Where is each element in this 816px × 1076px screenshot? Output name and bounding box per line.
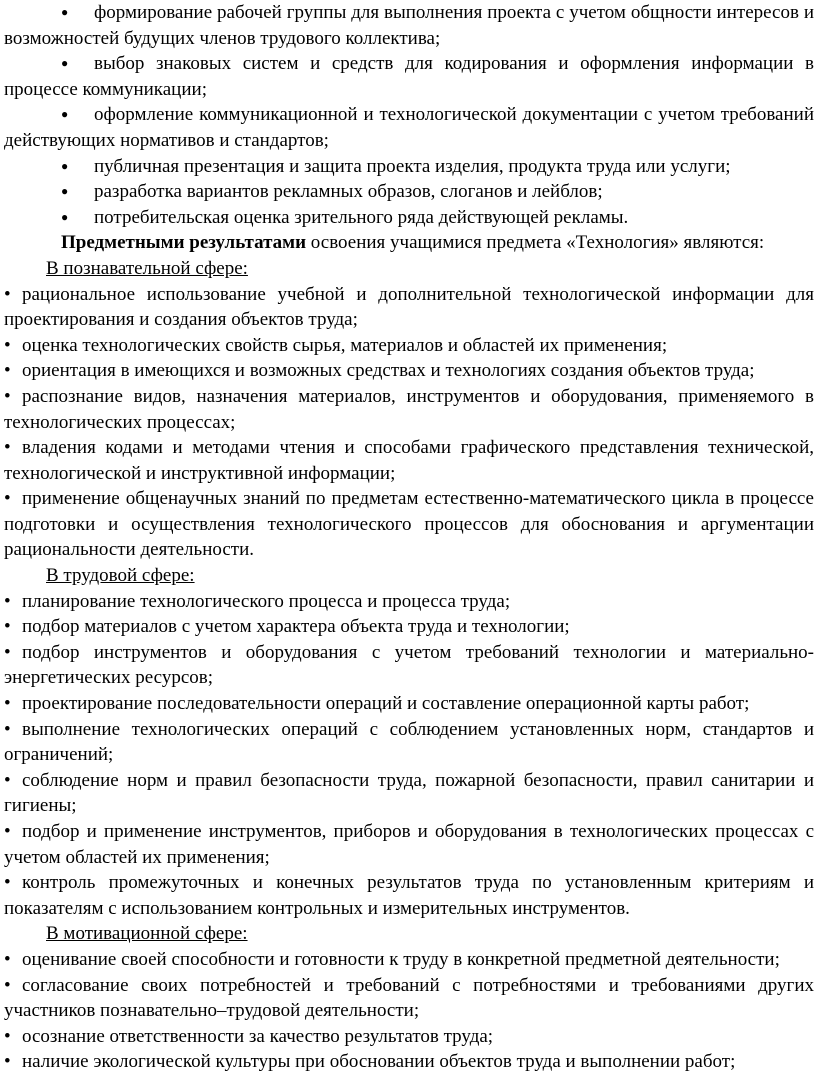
list-item: • подбор и применение инструментов, приборов и оборудования в технологических процессах с учетом областей их применения; xyxy=(4,821,814,868)
list-item: • применение общенаучных знаний по предметам естественно-математического цикла в процессе подготовки и осуществления технологического процессов для обоснования и аргументации рациональности деятельности. xyxy=(4,488,814,561)
section-title-motivation: В мотивационной сфере: xyxy=(46,923,248,945)
bullet-icon: • xyxy=(4,1025,11,1047)
list-item: ● потребительская оценка зрительного ряда действующей рекламы. xyxy=(4,205,814,231)
list-item: • выполнение технологических операций с соблюдением установленных норм, стандартов и ограничений; xyxy=(4,718,814,766)
bullet-icon: ● xyxy=(61,184,69,199)
bullet-icon: • xyxy=(4,385,11,407)
list-item: • подбор материалов с учетом характера объекта труда и технологии; xyxy=(4,614,814,640)
list-item: ● разработка вариантов рекламных образов, слоганов и лейблов; xyxy=(4,179,814,205)
top-bullet-list xyxy=(4,0,814,230)
bullet-icon: • xyxy=(4,693,11,715)
list-item: ● публичная презентация и защита проекта изделия, продукта труда или услуги; xyxy=(4,154,814,180)
list-item: • владения кодами и методами чтения и способами графического представления технической, технологической и инструктивной информации; xyxy=(4,437,814,484)
list-item: • согласование своих потребностей и требований с потребностями и требованиями других участников познавательно–трудовой деятельности; xyxy=(4,974,814,1022)
cognitive-list xyxy=(4,282,814,564)
list-item: • контроль промежуточных и конечных результатов труда по установленным критериям и показателям с использованием контрольных и измерительных инструментов. xyxy=(4,872,814,919)
bullet-icon: • xyxy=(4,334,11,356)
bullet-icon: • xyxy=(4,590,11,612)
list-item: • рациональное использование учебной и дополнительной технологической информации для проектирования и создания объектов труда; xyxy=(4,283,814,331)
bullet-icon: • xyxy=(4,283,11,305)
list-item: ● формирование рабочей группы для выполнения проекта с учетом общности интересов и возможностей будущих членов трудового коллектива; xyxy=(4,2,814,49)
section-title-labor: В трудовой сфере: xyxy=(46,565,195,587)
bullet-icon: • xyxy=(4,641,11,663)
bullet-icon: • xyxy=(4,948,11,970)
list-item: • распознание видов, назначения материалов, инструментов и оборудования, применяемого в технологических процессах; xyxy=(4,385,814,433)
motivation-list xyxy=(4,947,814,1075)
bullet-icon: • xyxy=(4,360,11,382)
bullet-icon: • xyxy=(4,488,11,510)
list-item: • проектирование последовательности операций и составление операционной карты работ; xyxy=(4,691,814,717)
bullet-icon: • xyxy=(4,821,11,842)
list-item: ● оформление коммуникационной и технологической документации с учетом требований действующих нормативов и стандартов; xyxy=(4,104,814,151)
bullet-icon: • xyxy=(4,437,11,459)
bullet-icon: • xyxy=(4,616,11,638)
list-item: • оценка технологических свойств сырья, материалов и областей их применения; xyxy=(4,333,814,359)
bullet-icon: • xyxy=(4,872,11,894)
bullet-icon: • xyxy=(4,718,11,740)
list-item: • наличие экологической культуры при обосновании объектов труда и выполнении работ; xyxy=(4,1049,814,1075)
bullet-icon: • xyxy=(4,974,11,996)
bullet-icon: ● xyxy=(61,158,69,173)
bullet-icon: ● xyxy=(61,5,69,19)
list-item: • соблюдение норм и правил безопасности труда, пожарной безопасности, правил санитарии и гигиены; xyxy=(4,769,814,817)
list-item: • планирование технологического процесса и процесса труда; xyxy=(4,589,814,615)
list-item: ● выбор знаковых систем и средств для кодирования и оформления информации в процессе коммуникации; xyxy=(4,53,814,100)
bullet-icon: • xyxy=(4,769,11,791)
list-item: • подбор инструментов и оборудования с учетом требований технологии и материально-энергетических ресурсов; xyxy=(4,641,814,689)
labor-list xyxy=(4,589,814,922)
bullet-icon: • xyxy=(4,1051,11,1073)
bullet-icon: ● xyxy=(61,56,69,71)
subject-results-heading: Предметными результатами освоения учащимися предмета «Технология» являются: xyxy=(61,232,765,254)
section-title-cognitive: В познавательной сфере: xyxy=(46,257,248,279)
bullet-icon: ● xyxy=(61,209,69,224)
list-item: • оценивание своей способности и готовности к труду в конкретной предметной деятельности; xyxy=(4,947,814,973)
bullet-icon: ● xyxy=(61,107,69,122)
list-item: • ориентация в имеющихся и возможных средствах и технологиях создания объектов труда; xyxy=(4,358,814,384)
list-item: • осознание ответственности за качество результатов труда; xyxy=(4,1024,814,1050)
